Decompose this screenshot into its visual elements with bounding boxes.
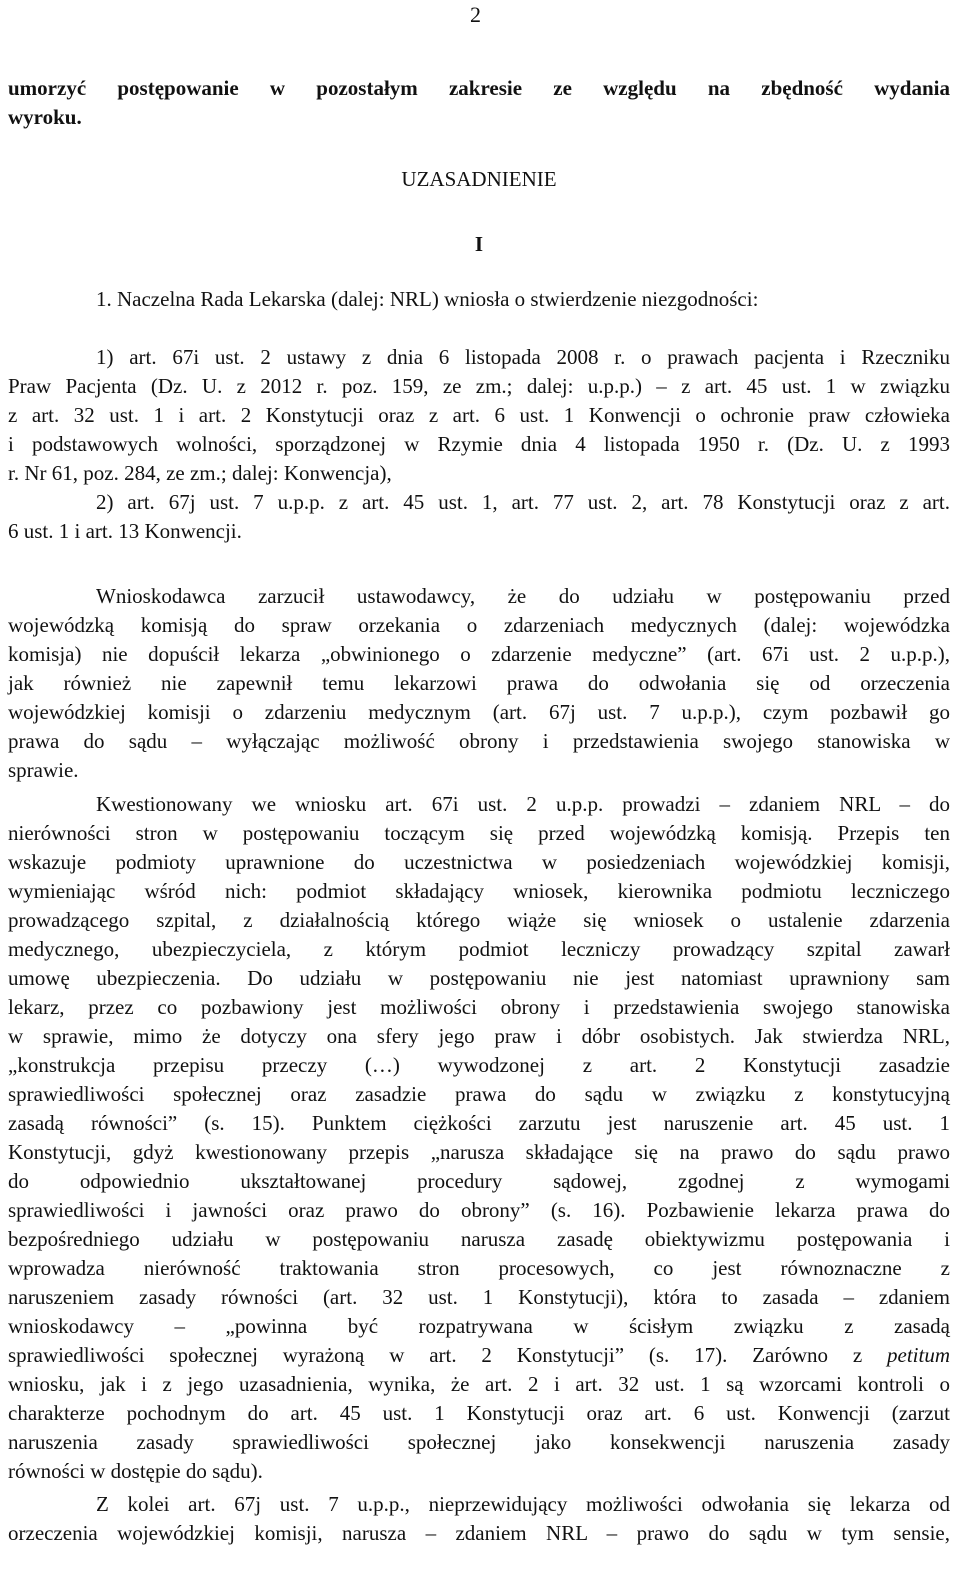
sentence-line: umorzyć postępowanie w pozostałym zakresie ze względu na zbędność wydania <box>8 76 950 100</box>
section-number: I <box>474 232 484 256</box>
sentence-line: wyroku. <box>8 105 82 129</box>
para3-line: sprawiedliwości i jawności oraz prawo do obrony” (s. 16). Pozbawienie lekarza prawa do <box>8 1198 950 1222</box>
para3-line: równości w dostępie do sądu). <box>8 1459 263 1483</box>
para3-line: wskazuje podmioty uprawnione do uczestnictwa w posiedzeniach wojewódzkiej komisji, <box>8 850 950 874</box>
para3-line: naruszeniem zasady równości (art. 32 ust. 1 Konstytucji), która to zasada – zdaniem <box>8 1285 950 1309</box>
para3-line: Konstytucji, gdyż kwestionowany przepis „narusza składające się na prawo do sądu prawo <box>8 1140 950 1164</box>
item2-line: 2) art. 67j ust. 7 u.p.p. z art. 45 ust. 1, art. 77 ust. 2, art. 78 Konstytucji oraz z art. <box>96 490 950 514</box>
item2-line: 6 ust. 1 i art. 13 Konwencji. <box>8 519 242 543</box>
para3-line: lekarz, przez co pozbawiony jest możliwości obrony i przedstawienia swojego stanowiska <box>8 995 950 1019</box>
para2-line: jak również nie zapewnił temu lekarzowi prawa do odwołania się od orzeczenia <box>8 671 950 695</box>
para3-line: Kwestionowany we wniosku art. 67i ust. 2 u.p.p. prowadzi – zdaniem NRL – do <box>96 792 950 816</box>
item1-line: 1) art. 67i ust. 2 ustawy z dnia 6 listopada 2008 r. o prawach pacjenta i Rzeczniku <box>96 345 950 369</box>
para4-line: orzeczenia wojewódzkiej komisji, narusza – zdaniem NRL – prawo do sądu w tym sensie, <box>8 1521 950 1545</box>
para3-line: wnioskodawcy – „powinna być rozpatrywana w ścisłym związku z zasadą <box>8 1314 950 1338</box>
para2-line: prawa do sądu – wyłączając możliwość obrony i przedstawienia swojego stanowiska w <box>8 729 950 753</box>
para3-line: zasadą równości” (s. 15). Punktem ciężkości zarzutu jest naruszenie art. 45 ust. 1 <box>8 1111 950 1135</box>
para2-line: Wnioskodawca zarzucił ustawodawcy, że do udziału w postępowaniu przed <box>96 584 950 608</box>
para3-line <box>8 1345 950 1366</box>
para3-text: sprawiedliwości społecznej wyrażoną w art. 2 Konstytucji” (s. 17). Zarówno z <box>8 1343 887 1367</box>
para3-line: w sprawie, mimo że dotyczy ona sfery jego praw i dóbr osobistych. Jak stwierdza NRL, <box>8 1024 950 1048</box>
para3-line: „konstrukcja przepisu przeczy (…) wywodzonej z art. 2 Konstytucji zasadzie <box>8 1053 950 1077</box>
para2-line: wojewódzką komisją do spraw orzekania o zdarzeniach medycznych (dalej: wojewódzka <box>8 613 950 637</box>
para2-line: sprawie. <box>8 758 79 782</box>
para3-line: wymieniając wśród nich: podmiot składający wniosek, kierownika podmiotu leczniczego <box>8 879 950 903</box>
petitum-term: petitum <box>887 1343 950 1367</box>
para4-line: Z kolei art. 67j ust. 7 u.p.p., nieprzewidujący możliwości odwołania się lekarza od <box>96 1492 950 1516</box>
para3-line: prowadzącego szpital, z działalnością którego wiąże się wniosek o ustalenie zdarzenia <box>8 908 950 932</box>
para3-line: do odpowiednio ukształtowanej procedury sądowej, zgodnej z wymogami <box>8 1169 950 1193</box>
item1-line: z art. 32 ust. 1 i art. 2 Konstytucji oraz z art. 6 ust. 1 Konwencji o ochronie praw człowieka <box>8 403 950 427</box>
item1-line: i podstawowych wolności, sporządzonej w Rzymie dnia 4 listopada 1950 r. (Dz. U. z 1993 <box>8 432 950 456</box>
para3-line: bezpośredniego udziału w postępowaniu narusza zasadę obiektywizmu postępowania i <box>8 1227 950 1251</box>
para3-line: charakterze pochodnym do art. 45 ust. 1 Konstytucji oraz art. 6 ust. Konwencji (zarzut <box>8 1401 950 1425</box>
item1-line: Praw Pacjenta (Dz. U. z 2012 r. poz. 159, ze zm.; dalej: u.p.p.) – z art. 45 ust. 1 w związku <box>8 374 950 398</box>
item1-line: r. Nr 61, poz. 284, ze zm.; dalej: Konwencja), <box>8 461 392 485</box>
para3-line: sprawiedliwości społecznej oraz zasadzie prawa do sądu w związku z konstytucyjną <box>8 1082 950 1106</box>
para2-line: wojewódzkiej komisji o zdarzeniu medycznym (art. 67j ust. 7 u.p.p.), czym pozbawił go <box>8 700 950 724</box>
page-number: 2 <box>470 2 481 27</box>
para3-line: nierówności stron w postępowaniu toczącym się przed wojewódzką komisją. Przepis ten <box>8 821 950 845</box>
para3-line: wniosku, jak i z jego uzasadnienia, wynika, że art. 2 i art. 32 ust. 1 są wzorcami kontroli o <box>8 1372 950 1396</box>
para3-line: umowę ubezpieczenia. Do udziału w postępowaniu nie jest natomiast uprawniony sam <box>8 966 950 990</box>
para3-line: medycznego, ubezpieczyciela, z którym podmiot leczniczy prowadzący szpital zawarł <box>8 937 950 961</box>
paragraph-intro: 1. Naczelna Rada Lekarska (dalej: NRL) wniosła o stwierdzenie niezgodności: <box>96 287 759 311</box>
heading: UZASADNIENIE <box>401 167 557 191</box>
para3-line: wprowadza nierówność traktowania stron procesowych, co jest równoznaczne z <box>8 1256 950 1280</box>
para2-line: komisja) nie dopuścił lekarza „obwinionego o zdarzenie medyczne” (art. 67i ust. 2 u.p.p.), <box>8 642 950 666</box>
para3-line: naruszenia zasady sprawiedliwości społecznej jako konsekwencji naruszenia zasady <box>8 1430 950 1454</box>
